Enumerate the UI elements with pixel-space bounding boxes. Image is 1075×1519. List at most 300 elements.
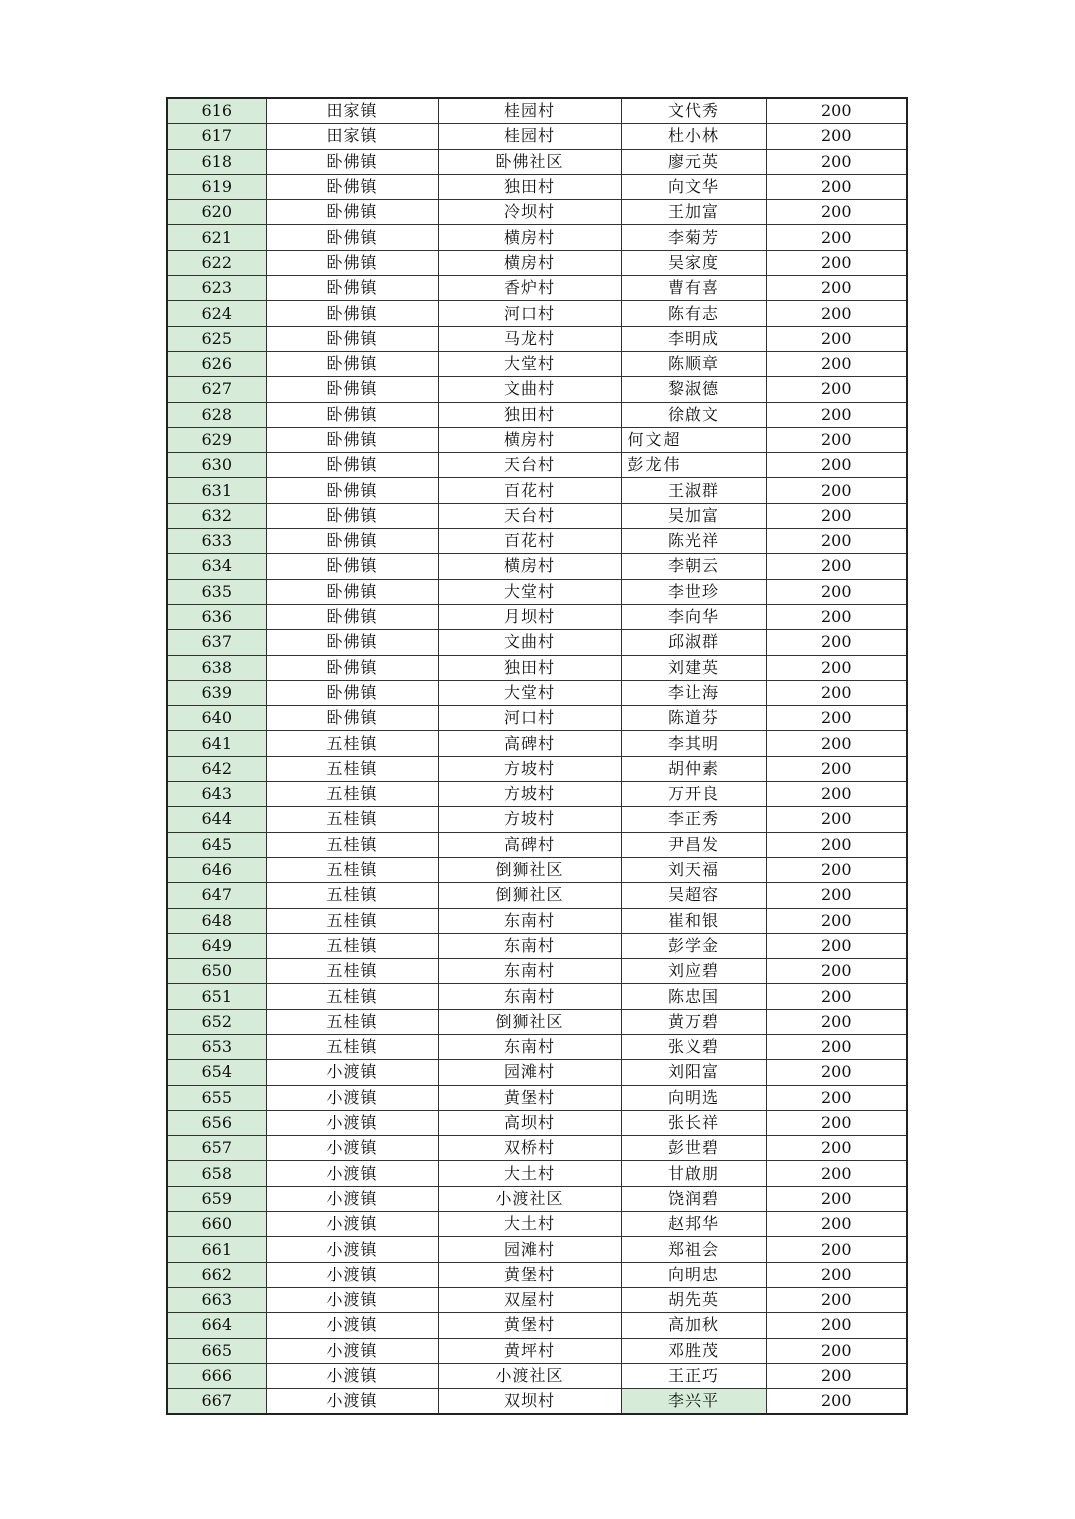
village-cell: 方坡村 [438,756,621,781]
village-cell: 小渡社区 [438,1186,621,1211]
town-cell: 小渡镇 [266,1060,438,1085]
table-row [167,1287,907,1312]
table-row [167,478,907,503]
row-number-cell: 663 [167,1287,266,1312]
name-cell: 李让海 [621,680,766,705]
village-cell: 百花村 [438,529,621,554]
table-row [167,655,907,680]
amount-cell: 200 [766,832,907,857]
town-cell: 卧佛镇 [266,174,438,199]
name-cell: 尹昌发 [621,832,766,857]
row-number-cell: 642 [167,756,266,781]
amount-cell: 200 [766,655,907,680]
village-cell: 独田村 [438,174,621,199]
town-cell: 卧佛镇 [266,706,438,731]
village-cell: 月坝村 [438,604,621,629]
town-cell: 卧佛镇 [266,149,438,174]
table-row [167,250,907,275]
village-cell: 方坡村 [438,782,621,807]
amount-cell: 200 [766,503,907,528]
amount-cell: 200 [766,680,907,705]
town-cell: 卧佛镇 [266,351,438,376]
row-number-cell: 629 [167,427,266,452]
name-cell: 郑祖会 [621,1237,766,1262]
name-cell: 李朝云 [621,554,766,579]
amount-cell: 200 [766,579,907,604]
table-row [167,680,907,705]
town-cell: 五桂镇 [266,1009,438,1034]
town-cell: 小渡镇 [266,1262,438,1287]
table-row [167,832,907,857]
table-row [167,1313,907,1338]
table-row [167,453,907,478]
town-cell: 小渡镇 [266,1212,438,1237]
name-cell: 甘啟朋 [621,1161,766,1186]
name-cell: 胡仲素 [621,756,766,781]
table-row [167,427,907,452]
town-cell: 五桂镇 [266,984,438,1009]
village-cell: 园滩村 [438,1060,621,1085]
name-cell: 陈有志 [621,301,766,326]
table-row [167,1009,907,1034]
amount-cell: 200 [766,124,907,149]
row-number-cell: 659 [167,1186,266,1211]
row-number-cell: 644 [167,807,266,832]
table-row [167,579,907,604]
amount-cell: 200 [766,604,907,629]
town-cell: 小渡镇 [266,1363,438,1388]
row-number-cell: 621 [167,225,266,250]
table-row [167,554,907,579]
village-cell: 马龙村 [438,326,621,351]
name-cell: 吴超容 [621,883,766,908]
amount-cell: 200 [766,149,907,174]
table-row [167,326,907,351]
row-number-cell: 618 [167,149,266,174]
town-cell: 五桂镇 [266,908,438,933]
town-cell: 卧佛镇 [266,655,438,680]
subsidy-list-table [166,97,908,1415]
village-cell: 东南村 [438,959,621,984]
amount-cell: 200 [766,1085,907,1110]
table-row [167,1110,907,1135]
table-row [167,1338,907,1363]
amount-cell: 200 [766,1161,907,1186]
row-number-cell: 627 [167,377,266,402]
row-number-cell: 646 [167,857,266,882]
row-number-cell: 656 [167,1110,266,1135]
town-cell: 卧佛镇 [266,554,438,579]
village-cell: 文曲村 [438,630,621,655]
amount-cell: 200 [766,1287,907,1312]
village-cell: 双屋村 [438,1287,621,1312]
name-cell: 刘建英 [621,655,766,680]
town-cell: 卧佛镇 [266,478,438,503]
amount-cell: 200 [766,883,907,908]
table-row [167,377,907,402]
table-row [167,276,907,301]
table-row [167,1034,907,1059]
village-cell: 倒狮社区 [438,1009,621,1034]
name-cell: 张义碧 [621,1034,766,1059]
name-cell: 刘应碧 [621,959,766,984]
name-cell: 赵邦华 [621,1212,766,1237]
name-cell: 黎淑德 [621,377,766,402]
table-row [167,883,907,908]
amount-cell: 200 [766,174,907,199]
village-cell: 河口村 [438,301,621,326]
town-cell: 田家镇 [266,124,438,149]
row-number-cell: 655 [167,1085,266,1110]
amount-cell: 200 [766,1186,907,1211]
name-cell: 刘阳富 [621,1060,766,1085]
row-number-cell: 662 [167,1262,266,1287]
table-row [167,807,907,832]
town-cell: 小渡镇 [266,1313,438,1338]
table-row [167,98,907,124]
amount-cell: 200 [766,276,907,301]
amount-cell: 200 [766,1262,907,1287]
table-row [167,1186,907,1211]
name-cell: 万开良 [621,782,766,807]
town-cell: 卧佛镇 [266,630,438,655]
village-cell: 东南村 [438,933,621,958]
table-row [167,984,907,1009]
name-cell: 高加秋 [621,1313,766,1338]
name-cell: 吴家度 [621,250,766,275]
town-cell: 五桂镇 [266,883,438,908]
village-cell: 百花村 [438,478,621,503]
name-cell: 李兴平 [621,1389,766,1415]
table-row [167,200,907,225]
village-cell: 大土村 [438,1212,621,1237]
town-cell: 五桂镇 [266,857,438,882]
amount-cell: 200 [766,98,907,124]
row-number-cell: 660 [167,1212,266,1237]
amount-cell: 200 [766,1313,907,1338]
name-cell: 王正巧 [621,1363,766,1388]
town-cell: 卧佛镇 [266,427,438,452]
name-cell: 饶润碧 [621,1186,766,1211]
name-cell: 黄万碧 [621,1009,766,1034]
town-cell: 卧佛镇 [266,377,438,402]
name-cell: 曹有喜 [621,276,766,301]
amount-cell: 200 [766,1363,907,1388]
name-cell: 向文华 [621,174,766,199]
amount-cell: 200 [766,731,907,756]
name-cell: 文代秀 [621,98,766,124]
row-number-cell: 624 [167,301,266,326]
amount-cell: 200 [766,1237,907,1262]
amount-cell: 200 [766,1338,907,1363]
row-number-cell: 637 [167,630,266,655]
row-number-cell: 636 [167,604,266,629]
name-cell: 彭世碧 [621,1136,766,1161]
village-cell: 东南村 [438,908,621,933]
name-cell: 陈顺章 [621,351,766,376]
name-cell: 彭龙伟 [621,453,766,478]
village-cell: 双桥村 [438,1136,621,1161]
town-cell: 五桂镇 [266,782,438,807]
village-cell: 东南村 [438,1034,621,1059]
table-row [167,933,907,958]
town-cell: 小渡镇 [266,1136,438,1161]
name-cell: 李菊芳 [621,225,766,250]
amount-cell: 200 [766,959,907,984]
row-number-cell: 648 [167,908,266,933]
town-cell: 小渡镇 [266,1287,438,1312]
row-number-cell: 620 [167,200,266,225]
name-cell: 邱淑群 [621,630,766,655]
town-cell: 小渡镇 [266,1186,438,1211]
table-row [167,604,907,629]
town-cell: 卧佛镇 [266,680,438,705]
amount-cell: 200 [766,1009,907,1034]
town-cell: 五桂镇 [266,731,438,756]
village-cell: 园滩村 [438,1237,621,1262]
name-cell: 胡先英 [621,1287,766,1312]
row-number-cell: 651 [167,984,266,1009]
village-cell: 文曲村 [438,377,621,402]
name-cell: 何文超 [621,427,766,452]
table-row [167,959,907,984]
name-cell: 廖元英 [621,149,766,174]
village-cell: 香炉村 [438,276,621,301]
village-cell: 倒狮社区 [438,857,621,882]
name-cell: 王加富 [621,200,766,225]
row-number-cell: 652 [167,1009,266,1034]
row-number-cell: 633 [167,529,266,554]
table-row [167,1085,907,1110]
table-row [167,1237,907,1262]
village-cell: 独田村 [438,402,621,427]
town-cell: 五桂镇 [266,959,438,984]
village-cell: 大堂村 [438,680,621,705]
row-number-cell: 641 [167,731,266,756]
row-number-cell: 632 [167,503,266,528]
row-number-cell: 622 [167,250,266,275]
table-row [167,174,907,199]
village-cell: 横房村 [438,554,621,579]
town-cell: 卧佛镇 [266,301,438,326]
town-cell: 卧佛镇 [266,326,438,351]
table-row [167,756,907,781]
town-cell: 五桂镇 [266,807,438,832]
row-number-cell: 653 [167,1034,266,1059]
row-number-cell: 635 [167,579,266,604]
village-cell: 大堂村 [438,579,621,604]
village-cell: 天台村 [438,453,621,478]
village-cell: 高坝村 [438,1110,621,1135]
village-cell: 东南村 [438,984,621,1009]
village-cell: 横房村 [438,427,621,452]
row-number-cell: 657 [167,1136,266,1161]
name-cell: 向明选 [621,1085,766,1110]
name-cell: 李正秀 [621,807,766,832]
amount-cell: 200 [766,1389,907,1415]
table-row [167,503,907,528]
amount-cell: 200 [766,453,907,478]
village-cell: 高碑村 [438,731,621,756]
table-row [167,1136,907,1161]
village-cell: 黄堡村 [438,1262,621,1287]
amount-cell: 200 [766,250,907,275]
table-row [167,1212,907,1237]
amount-cell: 200 [766,529,907,554]
name-cell: 张长祥 [621,1110,766,1135]
table-row [167,1262,907,1287]
row-number-cell: 665 [167,1338,266,1363]
village-cell: 大土村 [438,1161,621,1186]
amount-cell: 200 [766,756,907,781]
amount-cell: 200 [766,1060,907,1085]
village-cell: 倒狮社区 [438,883,621,908]
amount-cell: 200 [766,807,907,832]
amount-cell: 200 [766,200,907,225]
amount-cell: 200 [766,933,907,958]
town-cell: 小渡镇 [266,1085,438,1110]
town-cell: 小渡镇 [266,1237,438,1262]
town-cell: 卧佛镇 [266,250,438,275]
row-number-cell: 630 [167,453,266,478]
name-cell: 陈光祥 [621,529,766,554]
row-number-cell: 617 [167,124,266,149]
name-cell: 吴加富 [621,503,766,528]
name-cell: 王淑群 [621,478,766,503]
table-row [167,731,907,756]
row-number-cell: 654 [167,1060,266,1085]
town-cell: 卧佛镇 [266,402,438,427]
name-cell: 崔和银 [621,908,766,933]
table-row [167,908,907,933]
table-row [167,857,907,882]
name-cell: 陈道芬 [621,706,766,731]
table-body [167,98,907,1414]
town-cell: 小渡镇 [266,1389,438,1415]
name-cell: 陈忠国 [621,984,766,1009]
row-number-cell: 640 [167,706,266,731]
amount-cell: 200 [766,225,907,250]
table-row [167,630,907,655]
amount-cell: 200 [766,1136,907,1161]
row-number-cell: 631 [167,478,266,503]
row-number-cell: 628 [167,402,266,427]
town-cell: 卧佛镇 [266,604,438,629]
town-cell: 卧佛镇 [266,529,438,554]
table-row [167,1363,907,1388]
table-row [167,402,907,427]
village-cell: 黄堡村 [438,1085,621,1110]
amount-cell: 200 [766,782,907,807]
name-cell: 李明成 [621,326,766,351]
village-cell: 小渡社区 [438,1363,621,1388]
amount-cell: 200 [766,706,907,731]
village-cell: 卧佛社区 [438,149,621,174]
table-row [167,1389,907,1415]
town-cell: 小渡镇 [266,1110,438,1135]
amount-cell: 200 [766,908,907,933]
village-cell: 大堂村 [438,351,621,376]
amount-cell: 200 [766,402,907,427]
name-cell: 李其明 [621,731,766,756]
village-cell: 高碑村 [438,832,621,857]
name-cell: 李世珍 [621,579,766,604]
name-cell: 刘天福 [621,857,766,882]
village-cell: 黄坪村 [438,1338,621,1363]
row-number-cell: 661 [167,1237,266,1262]
amount-cell: 200 [766,351,907,376]
town-cell: 卧佛镇 [266,503,438,528]
row-number-cell: 649 [167,933,266,958]
table-row [167,301,907,326]
amount-cell: 200 [766,1110,907,1135]
town-cell: 五桂镇 [266,832,438,857]
table-row [167,351,907,376]
table-row [167,782,907,807]
town-cell: 卧佛镇 [266,200,438,225]
table-row [167,706,907,731]
row-number-cell: 647 [167,883,266,908]
name-cell: 邓胜茂 [621,1338,766,1363]
town-cell: 小渡镇 [266,1338,438,1363]
amount-cell: 200 [766,377,907,402]
row-number-cell: 664 [167,1313,266,1338]
amount-cell: 200 [766,427,907,452]
amount-cell: 200 [766,301,907,326]
row-number-cell: 645 [167,832,266,857]
town-cell: 田家镇 [266,98,438,124]
amount-cell: 200 [766,478,907,503]
town-cell: 卧佛镇 [266,225,438,250]
row-number-cell: 650 [167,959,266,984]
village-cell: 方坡村 [438,807,621,832]
town-cell: 小渡镇 [266,1161,438,1186]
village-cell: 冷坝村 [438,200,621,225]
table-row [167,1161,907,1186]
row-number-cell: 626 [167,351,266,376]
row-number-cell: 643 [167,782,266,807]
town-cell: 五桂镇 [266,933,438,958]
row-number-cell: 639 [167,680,266,705]
town-cell: 卧佛镇 [266,276,438,301]
amount-cell: 200 [766,984,907,1009]
name-cell: 徐啟文 [621,402,766,427]
amount-cell: 200 [766,326,907,351]
village-cell: 桂园村 [438,124,621,149]
town-cell: 五桂镇 [266,1034,438,1059]
table-row [167,1060,907,1085]
table-row [167,225,907,250]
row-number-cell: 667 [167,1389,266,1415]
amount-cell: 200 [766,630,907,655]
town-cell: 卧佛镇 [266,579,438,604]
row-number-cell: 625 [167,326,266,351]
amount-cell: 200 [766,857,907,882]
village-cell: 河口村 [438,706,621,731]
row-number-cell: 616 [167,98,266,124]
town-cell: 卧佛镇 [266,453,438,478]
name-cell: 向明忠 [621,1262,766,1287]
amount-cell: 200 [766,554,907,579]
name-cell: 杜小林 [621,124,766,149]
amount-cell: 200 [766,1034,907,1059]
name-cell: 李向华 [621,604,766,629]
name-cell: 彭学金 [621,933,766,958]
village-cell: 横房村 [438,250,621,275]
table-row [167,149,907,174]
row-number-cell: 634 [167,554,266,579]
row-number-cell: 658 [167,1161,266,1186]
